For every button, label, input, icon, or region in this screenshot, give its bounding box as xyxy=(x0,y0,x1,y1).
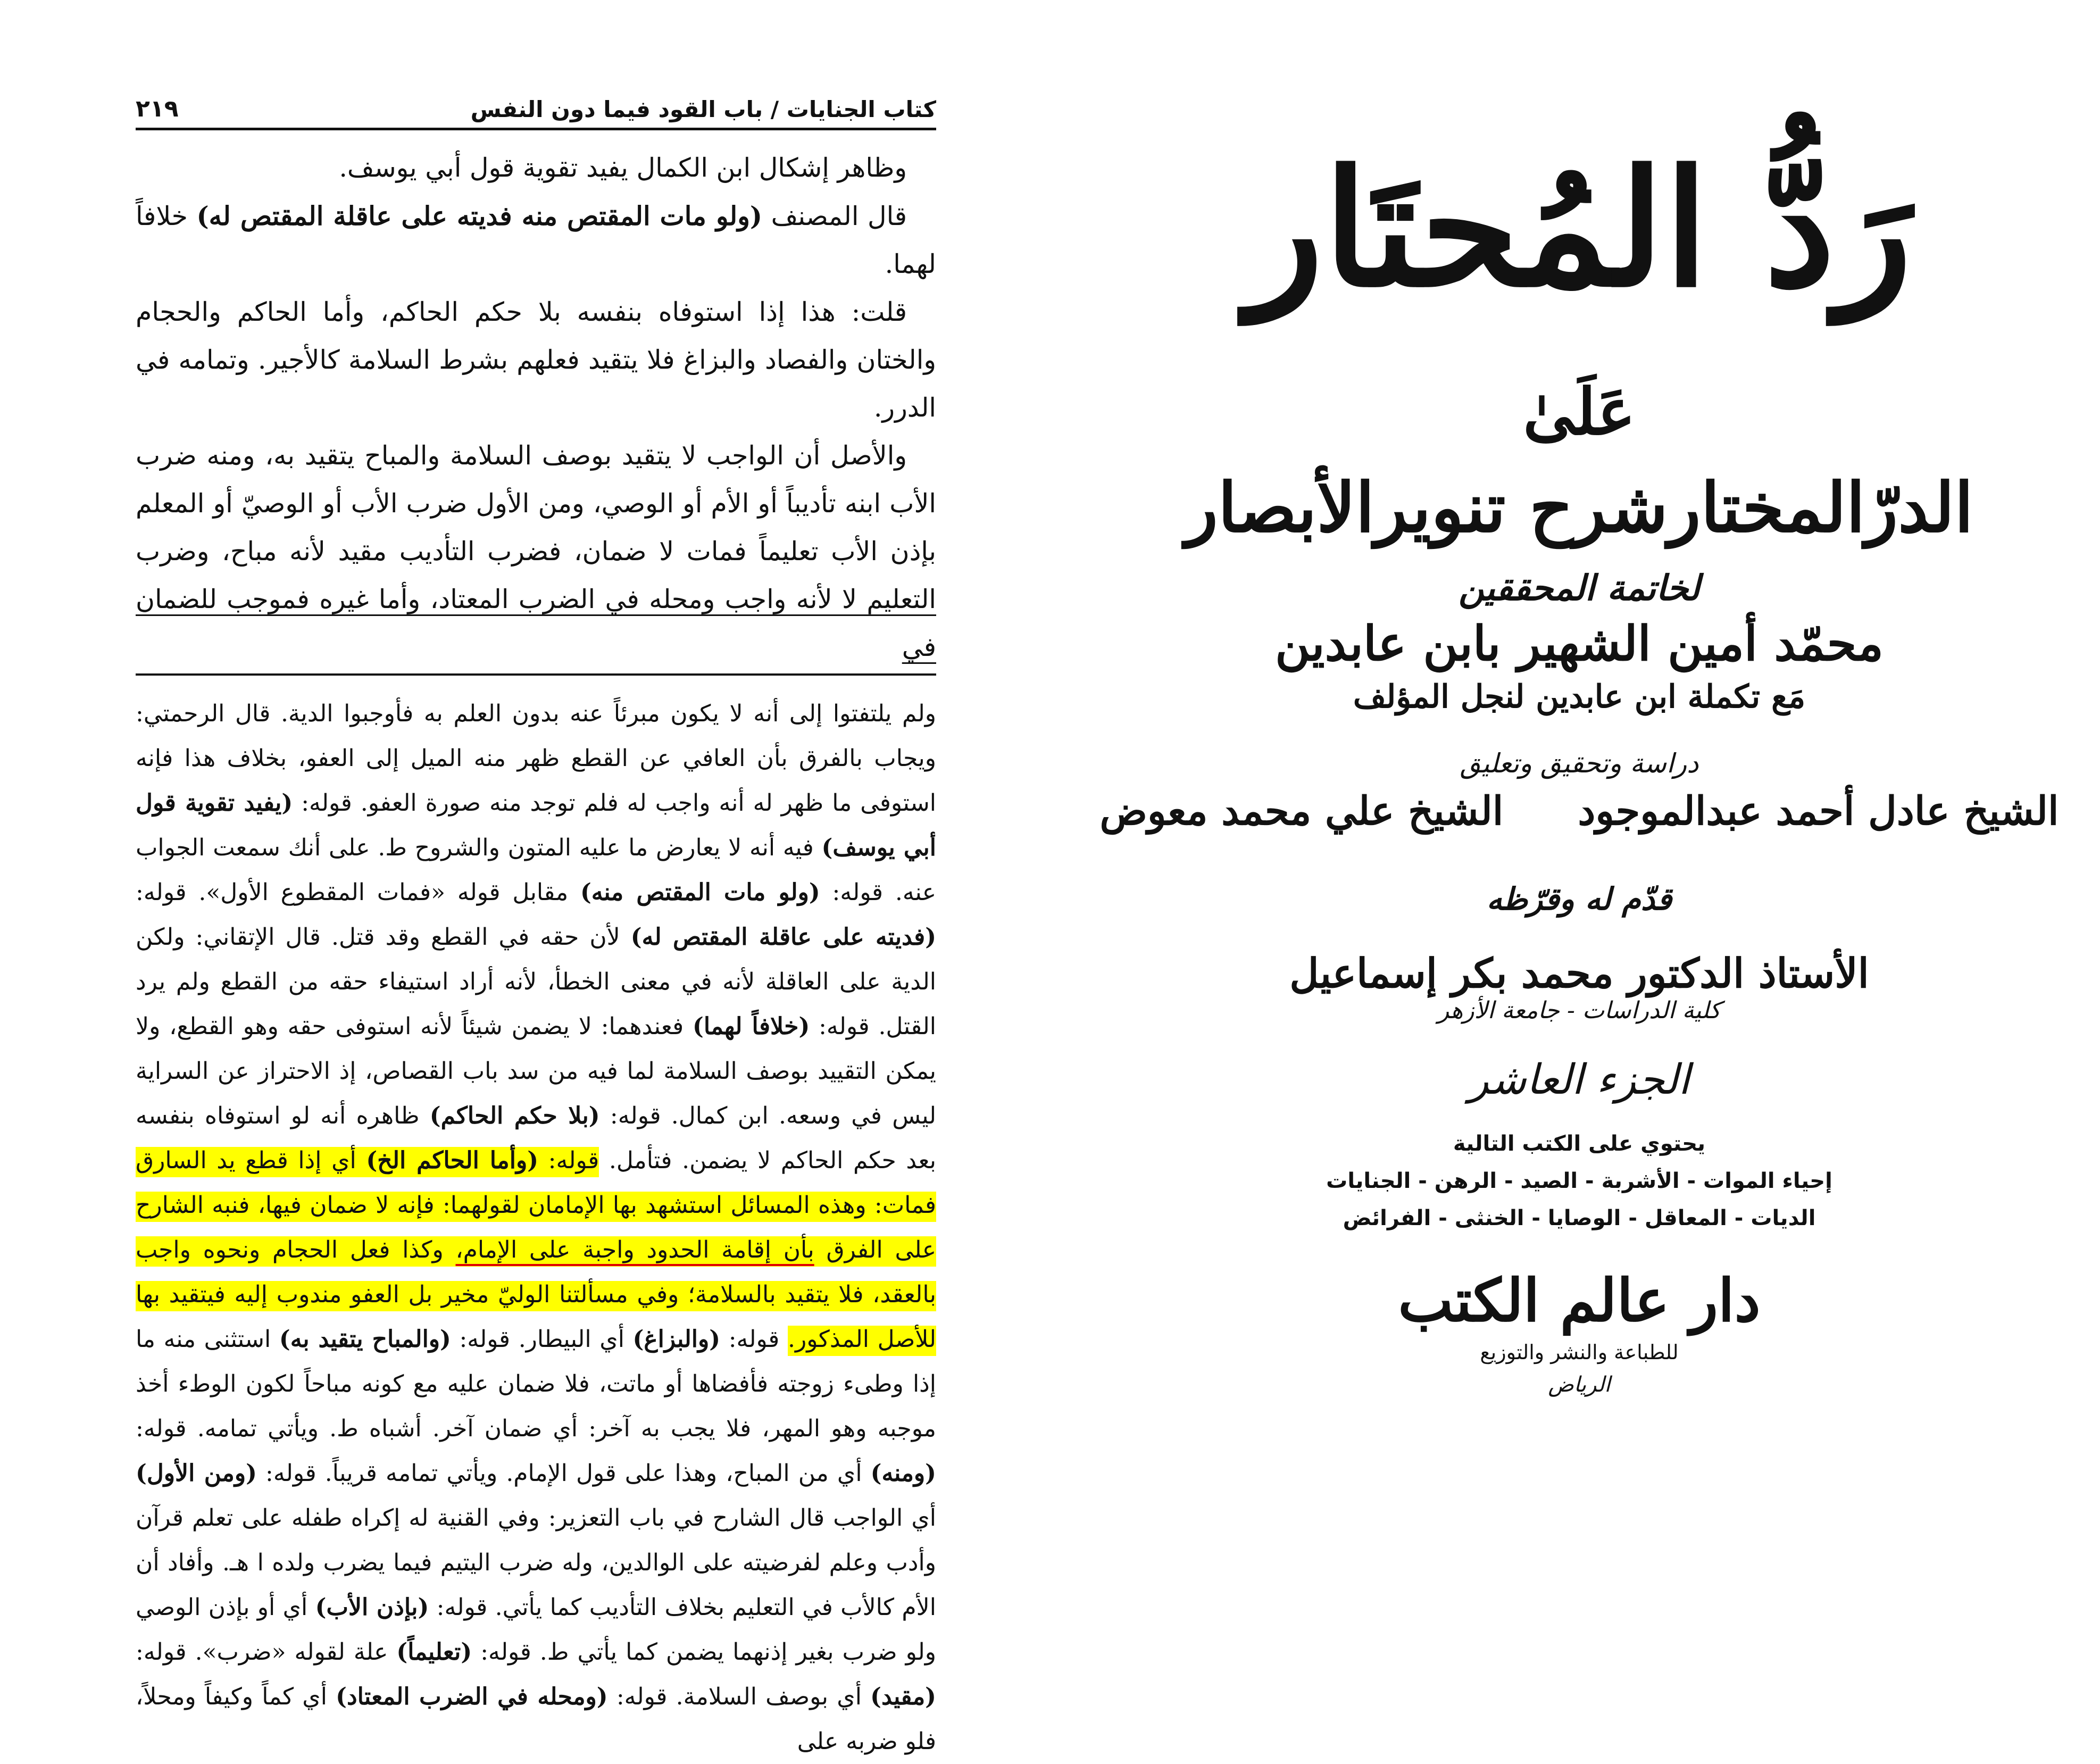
editors xyxy=(1059,785,2100,838)
volume-label: الجزء العاشر xyxy=(1469,1056,1690,1104)
publisher-city: الرياض xyxy=(1548,1372,1611,1397)
contents-heading: يحتوي على الكتب التالية xyxy=(1453,1131,1706,1156)
title-connector: عَلَىٰ xyxy=(1523,375,1636,450)
book-title: رَدُّ المُحتَار xyxy=(1246,135,1912,322)
editor-name: الشيخ علي محمد معوض xyxy=(1099,788,1504,834)
editor-name: الشيخ عادل أحمد عبدالموجود xyxy=(1578,788,2059,834)
preface-affiliation: كلية الدراسات - جامعة الأزهر xyxy=(1437,997,1721,1024)
main-paragraph: قلت: هذا إذا استوفاه بنفسه بلا حكم الحاكم، وأما الحاكم والحجام والختان والفصاد والبزاغ فلا يتقيد فعلهم بشرط السلامة كالأجير. وتمامه في الدرر. xyxy=(136,297,936,423)
publisher-tagline: للطباعة والنشر والتوزيع xyxy=(1480,1341,1679,1364)
page-number: ٢١٩ xyxy=(136,95,179,122)
main-paragraph: قال المصنف (ولو مات المقتص منه فديته على عاقلة المقتص له) خلافاً لهما. xyxy=(136,201,936,279)
underlined-text: التعليم لا لأنه واجب ومحله في الضرب المعتاد، وأما غيره فموجب للضمان في xyxy=(136,584,936,662)
matn-quote: (ولو مات المقتص منه فديته على عاقلة المقتص له) xyxy=(196,201,763,231)
preface-note: قدّم له وقرّظه xyxy=(1486,881,1672,917)
contents-list: إحياء الموات - الأشربة - الصيد - الرهن - الجنايات xyxy=(1326,1169,1832,1193)
preface-author: الأستاذ الدكتور محمد بكر إسماعيل xyxy=(1289,950,1869,997)
commentary xyxy=(136,692,936,1764)
publisher-logo: دار عالم الكتب xyxy=(1398,1266,1761,1335)
book-subtitle: الدرّالمختارشرح تنويرالأبصار xyxy=(1185,468,1973,548)
highlighted-passage: قوله: (وأما الحاكم الخ) أي إذا قطع يد السارق فمات: وهذه المسائل استشهد بها الإمامان لقولهما: فإنه لا ضمان فيها، فنبه الشارح على الفرق بأن إقامة الحدود واجبة على الإمام، وكذا فعل الحجام ونحوه واجب بالعقد، فلا يتقيد بالسلامة؛ وفي مسألتنا الوليّ مخير بل العفو مندوب إليه فيتقيد بها للأصل المذكور. xyxy=(136,1147,936,1356)
text-divider xyxy=(136,673,936,676)
author-name: محمّد أمين الشهير بابن عابدين xyxy=(1275,615,1884,672)
main-paragraph: وظاهر إشكال ابن الكمال يفيد تقوية قول أبي يوسف. xyxy=(339,153,907,183)
editing-note: دراسة وتحقيق وتعليق xyxy=(1460,748,1699,779)
main-paragraph: والأصل أن الواجب لا يتقيد بوصف السلامة والمباح يتقيد به، ومنه ضرب الأب ابنه تأديباً أو الأم أو الوصي، ومن الأول ضرب الأب أو الوصيّ أو المعلم بإذن الأب تعليماً فمات لا ضمان، فضرب التأديب مقيد لأنه مباح، وضرب التعليم لا لأنه واجب ومحله في الضرب المعتاد، وأما غيره فموجب للضمان في xyxy=(136,440,936,662)
author-epithet: لخاتمة المحققين xyxy=(1459,567,1700,609)
commentary-paragraph: ولم يلتفتوا إلى أنه لا يكون مبرئاً عنه بدون العلم به فأوجبوا الدية. قال الرحمتي: ويجاب بالفرق بأن العافي عن القطع ظهر منه الميل إلى العفو، بخلاف هذا فإنه استوفى ما ظهر له أنه واجب له فلم توجد منه صورة العفو. قوله: (يفيد تقوية قول أبي يوسف) فيه أنه لا يعارض ما عليه المتون والشروح ط. على أنك سمعت الجواب عنه. قوله: (ولو مات المقتص منه) مقابل قوله «فمات المقطوع الأول». قوله: (فديته على عاقلة المقتص له) لأن حقه في القطع وقد قتل. قال الإتقاني: ولكن الدية على العاقلة لأنه في معنى الخطأ، لأنه أراد استيفاء حقه من القطع ولم يرد القتل. قوله: (خلافاً لهما) فعندهما: لا يضمن شيئاً لأنه استوفى حقه وهو القطع، ولا يمكن التقييد بوصف السلامة لما فيه من سد باب القصاص، إذ الاحتراز عن السراية ليس في وسعه. ابن كمال. قوله: (بلا حكم الحاكم) ظاهره أنه لو استوفاه بنفسه بعد حكم الحاكم لا يضمن. فتأمل. قوله: (وأما الحاكم الخ) أي إذا قطع يد السارق فمات: وهذه المسائل استشهد بها الإمامان لقولهما: فإنه لا ضمان فيها، فنبه الشارح على الفرق بأن إقامة الحدود واجبة على الإمام، وكذا فعل الحجام ونحوه واجب بالعقد، فلا يتقيد بالسلامة؛ وفي مسألتنا الوليّ مخير بل العفو مندوب إليه فيتقيد بها للأصل المذكور. قوله: (والبزاغ) أي البيطار. قوله: (والمباح يتقيد به) استثنى منه ما إذا وطىء زوجته فأفضاها أو ماتت، فلا ضمان عليه مع كونه مباحاً لكون الوطء أخذ موجبه وهو المهر، فلا يجب به آخر: أي ضمان آخر. أشباه ط. ويأتي تمامه. قوله: (ومنه) أي من المباح، وهذا على قول الإمام. ويأتي تمامه قريباً. قوله: (ومن الأول) أي الواجب قال الشارح في باب التعزير: وفي القنية له إكراه طفله على تعلم قرآن وأدب وعلم لفرضيته على الوالدين، وله ضرب اليتيم فيما يضرب ولده ا هـ. وأفاد أن الأم كالأب في التعليم بخلاف التأديب كما يأتي. قوله: (بإذن الأب) أي أو بإذن الوصي ولو ضرب بغير إذنهما يضمن كما يأتي ط. قوله: (تعليماً) علة لقوله «ضرب». قوله: (مقيد) أي بوصف السلامة. قوله: (ومحله في الضرب المعتاد) أي كماً وكيفاً ومحلاً، فلو ضربه على xyxy=(136,700,937,1755)
text-page xyxy=(0,0,1043,1755)
supplement-note: مَع تكملة ابن عابدين لنجل المؤلف xyxy=(1353,678,1806,715)
contents-list: الديات - المعاقل - الوصايا - الخنثى - الفرائض xyxy=(1343,1206,1816,1230)
running-header xyxy=(136,85,936,130)
chapter-title: كتاب الجنايات / باب القود فيما دون النفس xyxy=(470,96,936,122)
title-page xyxy=(1059,0,2100,1509)
red-underlined-text: بأن إقامة الحدود واجبة على الإمام، xyxy=(455,1236,814,1263)
main-text xyxy=(136,144,936,671)
